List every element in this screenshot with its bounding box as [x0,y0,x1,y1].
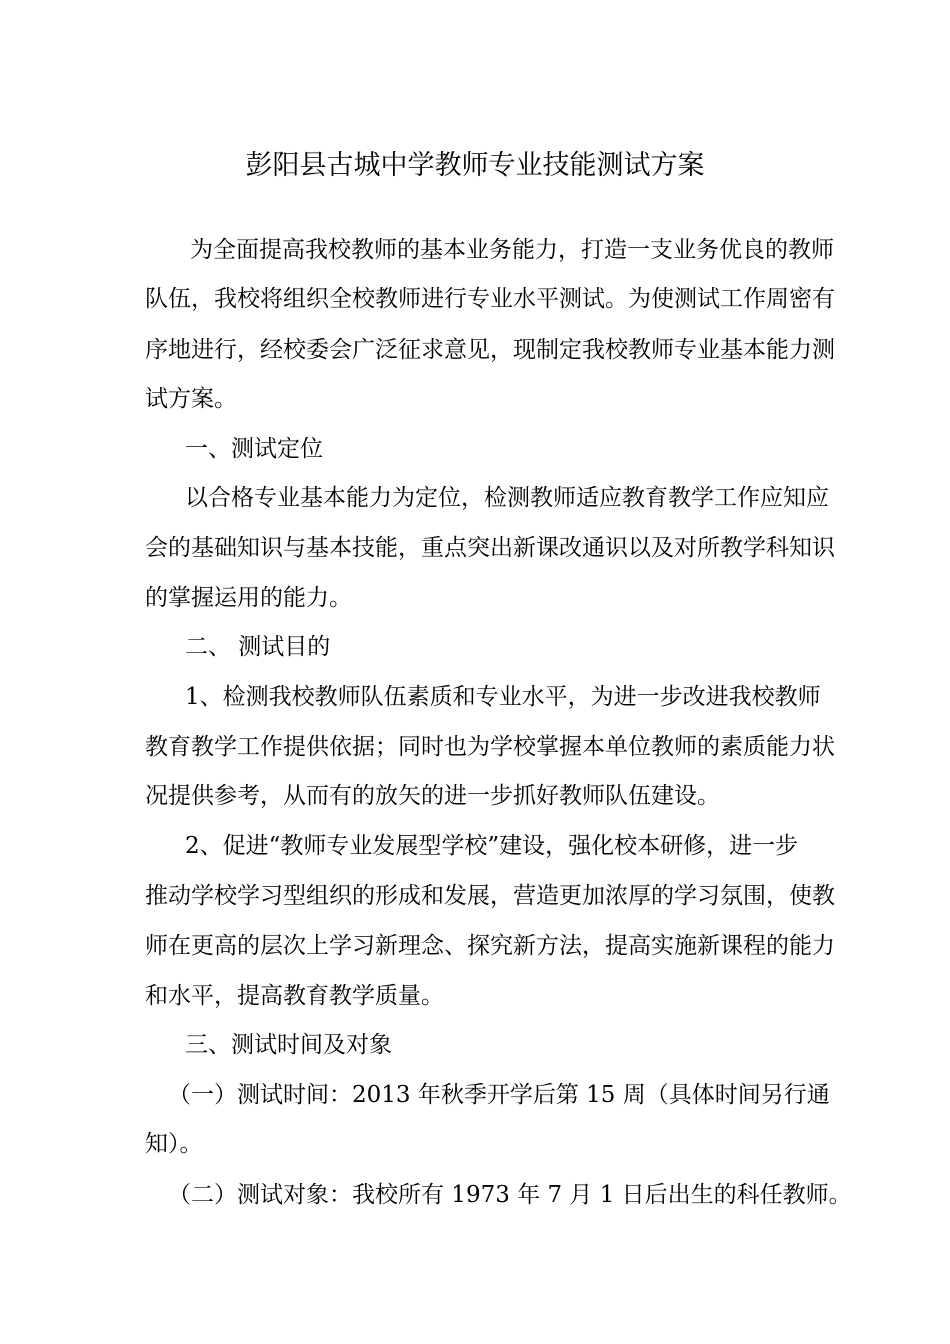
paragraph-line: 的掌握运用的能力。 [145,585,352,611]
document-title: 彭阳县古城中学教师专业技能测试方案 [245,150,705,181]
paragraph-line: 试方案。 [145,386,237,412]
section-heading: 一、测试定位 [185,436,323,462]
paragraph-line: 知）。 [145,1131,203,1157]
paragraph-line: 师在更高的层次上学习新理念、探究新方法，提高实施新课程的能力 [145,933,835,959]
paragraph-line: 以合格专业基本能力为定位，检测教师适应教育教学工作应知应 [185,485,829,511]
section-heading: 二、 测试目的 [185,634,331,660]
paragraph-line: 况提供参考，从而有的放矢的进一步抓好教师队伍建设。 [145,783,720,809]
paragraph-line: 2、促进“教师专业发展型学校”建设，强化校本研修，进一步 [185,833,799,859]
paragraph-line: （一）测试时间：2013 年秋季开学后第 15 周（具体时间另行通 [168,1082,830,1108]
paragraph-line: 1、检测我校教师队伍素质和专业水平，为进一步改进我校教师 [185,684,821,710]
paragraph-line: 推动学校学习型组织的形成和发展，营造更加浓厚的学习氛围，使教 [145,883,835,909]
paragraph-line: 序地进行，经校委会广泛征求意见，现制定我校教师专业基本能力测 [145,337,835,363]
paragraph-line: 教育教学工作提供依据；同时也为学校掌握本单位教师的素质能力状 [145,734,835,760]
paragraph-line: 和水平，提高教育教学质量。 [145,983,444,1009]
paragraph-line: 队伍，我校将组织全校教师进行专业水平测试。为使测试工作周密有 [145,286,835,312]
paragraph-line: 为全面提高我校教师的基本业务能力，打造一支业务优良的教师 [190,237,834,263]
paragraph-line: （二）测试对象：我校所有 1973 年 7 月 1 日后出生的科任教师。 [168,1182,852,1208]
paragraph-line: 会的基础知识与基本技能，重点突出新课改通识以及对所教学科知识 [145,535,835,561]
section-heading: 三、测试时间及对象 [185,1032,392,1058]
